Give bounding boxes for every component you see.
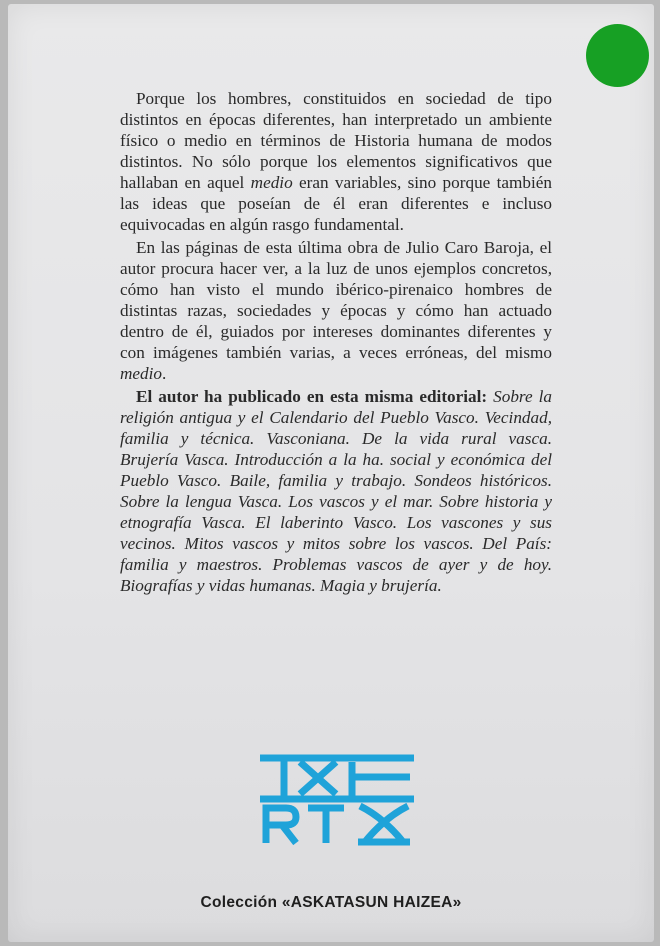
collection-name: Colección «ASKATASUN HAIZEA» — [200, 894, 462, 911]
back-cover — [8, 4, 654, 942]
bibliography-heading: El autor ha publicado en esta misma editorial: — [136, 387, 488, 406]
publisher-logo — [260, 754, 414, 846]
bibliography-list: Sobre la religión antigua y el Calendario del Pueblo Vasco. Vecindad, familia y técnica. Vasconiana. De la vida rural vasca. Brujería Vasca. Introducción a la ha. social y económica del Pueblo Vasco. Baile, familia y trabajo. Sondeos históricos. Sobre la lengua Vasca. Los vascos y el mar. Sobre historia y etnografía Vasca. El laberinto Vasco. Los vascones y sus vecinos. Mitos vascos y mitos sobre los vascos. Del País: familia y maestros. Problemas vascos de ayer y de hoy. Biografías y vidas humanas. Magia y brujería. — [120, 387, 552, 595]
blurb-paragraph-1 — [120, 88, 552, 235]
paragraph-1-text-after: eran variables, sino porque también las ideas que poseían de él eran diferentes e incluso equivocadas en algún rasgo fundamental. — [120, 173, 552, 234]
paragraph-2-text: En las páginas de esta última obra de Julio Caro Baroja, el autor procura hacer ver, a la luz de unos ejemplos concretos, cómo han visto el mundo ibérico-pirenaico hombres de distintas razas, sociedades y épocas y cómo han actuado dentro de él, guiados por intereses dominantes diferentes y con imágenes también varias, a veces erróneas, del mismo — [120, 238, 552, 362]
blurb-text — [120, 88, 552, 598]
green-sticker-dot — [586, 24, 649, 87]
paragraph-2-italic: medio — [120, 364, 163, 383]
paragraph-1-italic: medio — [250, 173, 293, 192]
paragraph-1-text: Porque los hombres, constituidos en sociedad de tipo distintos en épocas diferentes, han interpretado un ambiente físico o medio en términos de Historia humana de modos distintos. No sólo porque los elementos significativos que hallaban en aquel — [120, 89, 552, 192]
paragraph-2-text-after: . — [162, 364, 167, 383]
bibliography-paragraph — [120, 386, 552, 596]
blurb-paragraph-2 — [120, 237, 552, 384]
